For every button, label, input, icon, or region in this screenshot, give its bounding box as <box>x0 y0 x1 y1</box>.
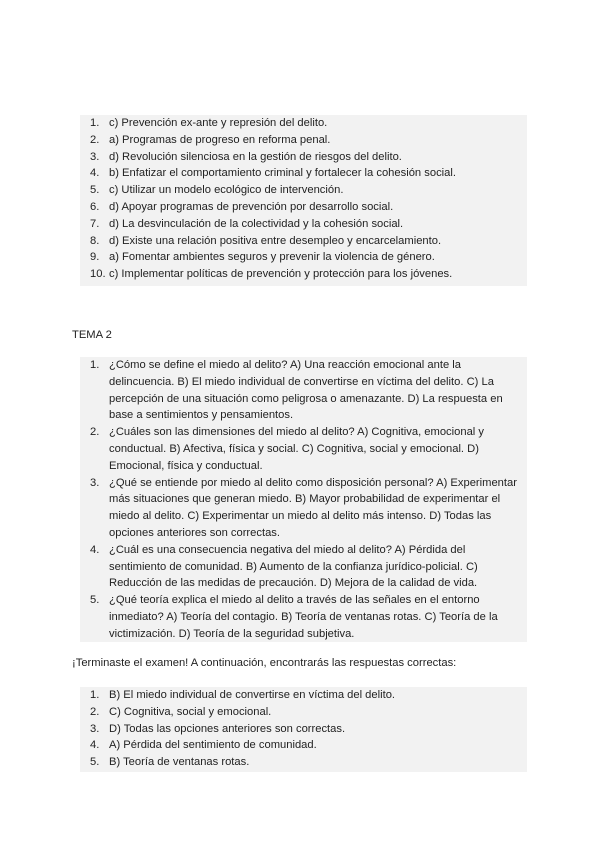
item-number: 10. <box>90 268 106 281</box>
list-item <box>80 266 527 283</box>
item-number: 4. <box>90 167 100 180</box>
item-number: 1. <box>90 359 100 371</box>
item-number: 2. <box>90 133 100 146</box>
item-number: 2. <box>90 426 100 439</box>
item-text: C) Cognitiva, social y emocional. <box>109 705 272 718</box>
question-item <box>80 357 521 424</box>
item-number: 3. <box>90 722 100 735</box>
item-text: c) Utilizar un modelo ecológico de intervención. <box>109 184 344 197</box>
item-text: b) Enfatizar el comportamiento criminal y fortalecer la cohesión social. <box>109 167 456 180</box>
item-text: D) Todas las opciones anteriores son correctas. <box>109 722 346 735</box>
item-text: a) Fomentar ambientes seguros y prevenir la violencia de género. <box>109 251 435 264</box>
list-item <box>80 165 527 182</box>
item-text: c) Prevención ex-ante y represión del delito. <box>109 117 328 129</box>
item-number: 6. <box>90 200 100 213</box>
item-number: 4. <box>90 543 100 556</box>
item-text: B) El miedo individual de convertirse en víctima del delito. <box>109 689 396 701</box>
item-text: d) Revolución silenciosa en la gestión de riesgos del delito. <box>109 150 402 163</box>
list-item <box>80 216 527 233</box>
question-text: ¿Cuál es una consecuencia negativa del miedo al delito? A) Pérdida del sentimiento de comunidad. B) Aumento de la confianza jurídico-policial. C) Reducción de las medidas de precaución. D) Mejora de la calidad de vida. <box>109 543 478 590</box>
item-text: d) Existe una relación positiva entre desempleo y encarcelamiento. <box>109 234 442 247</box>
item-text: c) Implementar políticas de prevención y protección para los jóvenes. <box>109 268 453 281</box>
item-number: 4. <box>90 739 100 752</box>
list-item <box>80 115 527 132</box>
list-item <box>80 233 527 250</box>
item-text: d) La desvinculación de la colectividad y la cohesión social. <box>109 217 404 230</box>
item-text: a) Programas de progreso en reforma penal. <box>109 133 331 146</box>
question-text: ¿Qué se entiende por miedo al delito como disposición personal? A) Experimentar más situaciones que generan miedo. B) Mayor probabilidad de experimentar el miedo al delito. C) Experimentar un miedo al delito más intenso. D) Todas las opciones anteriores son correctas. <box>109 476 517 539</box>
item-number: 5. <box>90 594 100 607</box>
item-number: 7. <box>90 217 100 230</box>
section-heading: TEMA 2 <box>72 329 112 341</box>
item-number: 1. <box>90 689 100 701</box>
list-item <box>80 704 527 721</box>
answers-list-1 <box>80 115 527 286</box>
question-text: ¿Cuáles son las dimensiones del miedo al delito? A) Cognitiva, emocional y conductual. B) Afectiva, física y social. C) Cognitiva, social y emocional. D) Emocional, física y conductual. <box>109 426 484 472</box>
finished-message: ¡Terminaste el examen! A continuación, encontrarás las respuestas correctas: <box>72 657 457 669</box>
item-number: 2. <box>90 705 100 718</box>
answers-list-2 <box>80 687 527 772</box>
list-item <box>80 249 527 266</box>
item-number: 1. <box>90 117 100 129</box>
list-item <box>80 199 527 216</box>
question-text: ¿Cómo se define el miedo al delito? A) Una reacción emocional ante la delincuencia. B) El miedo individual de convertirse en víctima del delito. C) La percepción de una situación como peligrosa o amenazante. D) La respuesta en base a sentimientos y pensamientos. <box>109 359 503 422</box>
item-number: 8. <box>90 234 100 247</box>
question-item <box>80 542 521 592</box>
item-number: 3. <box>90 476 100 489</box>
item-text: d) Apoyar programas de prevención por desarrollo social. <box>109 200 394 213</box>
item-text: A) Pérdida del sentimiento de comunidad. <box>109 739 317 752</box>
question-item <box>80 592 521 642</box>
item-number: 5. <box>90 756 100 769</box>
list-item <box>80 132 527 149</box>
question-text: ¿Qué teoría explica el miedo al delito a través de las señales en el entorno inmediato? A) Teoría del contagio. B) Teoría de ventanas rotas. C) Teoría de la victimización. D) Teoría de la seguridad subjetiva. <box>109 594 498 640</box>
question-item <box>80 475 521 542</box>
list-item <box>80 754 527 771</box>
item-number: 3. <box>90 150 100 163</box>
list-item <box>80 182 527 199</box>
question-item <box>80 424 521 474</box>
item-text: B) Teoría de ventanas rotas. <box>109 756 250 769</box>
item-number: 5. <box>90 184 100 197</box>
list-item <box>80 737 527 754</box>
list-item <box>80 721 527 738</box>
item-number: 9. <box>90 251 100 264</box>
list-item <box>80 687 527 704</box>
questions-list <box>80 357 527 642</box>
list-item <box>80 149 527 166</box>
